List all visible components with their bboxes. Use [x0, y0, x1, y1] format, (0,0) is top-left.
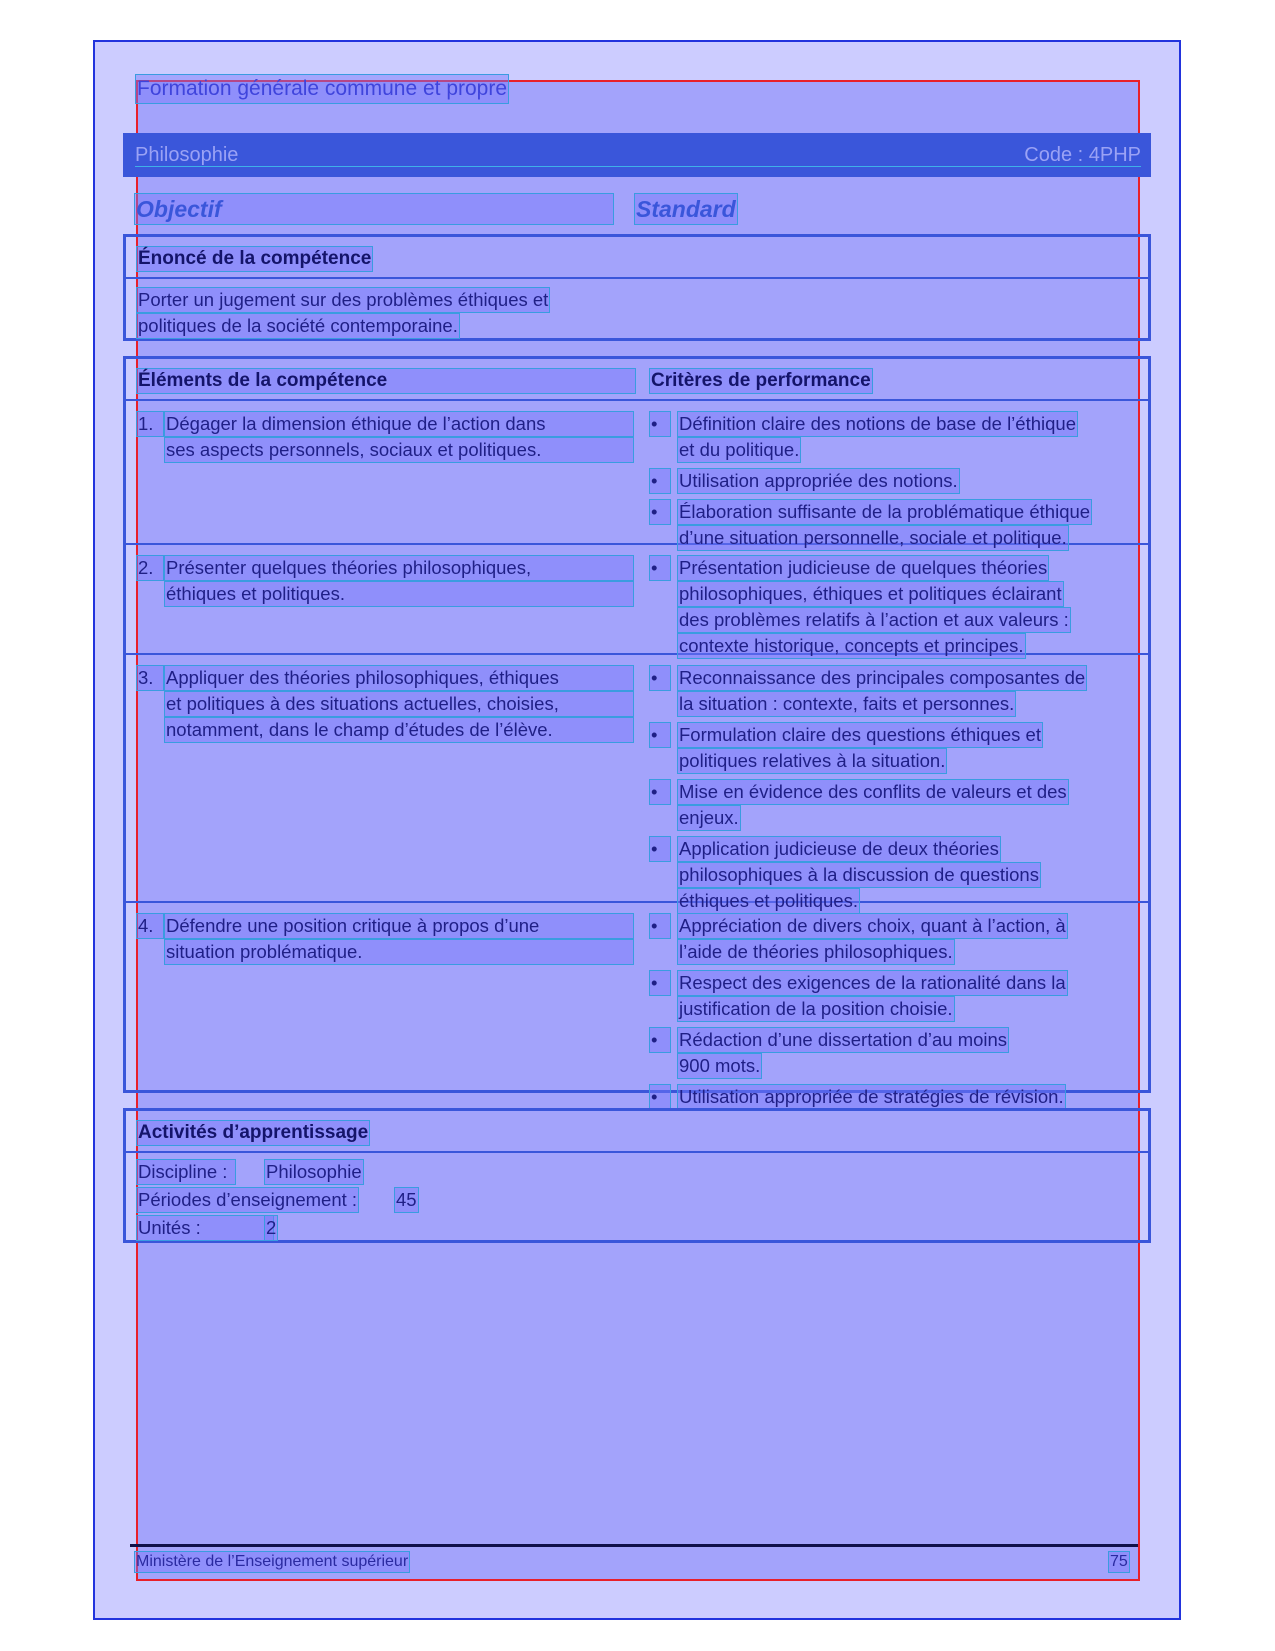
statement-text: Porter un jugement sur des problèmes éthiques et politiques de la société contemporaine.	[136, 287, 550, 339]
activities-details	[126, 1157, 1148, 1241]
objective-heading: Objectif	[134, 193, 614, 225]
statement-box	[123, 234, 1151, 341]
criterion-2-1: • Présentation judicieuse de quelques théories philosophiques, éthiques et politiques éclairant des problèmes relatifs à l’action et aux valeurs : contexte historique, concepts et principes.	[649, 555, 1129, 659]
element-1: 1. Dégager la dimension éthique de l’action dans ses aspects personnels, sociaux et politiques.	[136, 411, 636, 463]
criteria-4	[649, 913, 1129, 1115]
discipline-line: Discipline : Philosophie	[126, 1157, 1148, 1185]
footer-rule	[130, 1544, 1138, 1547]
elements-heading: Éléments de la compétence	[136, 368, 636, 394]
competence-row-4	[126, 903, 1148, 1107]
page-number: 75	[1108, 1551, 1130, 1573]
criteria-3	[649, 665, 1129, 919]
criterion-1-2: • Utilisation appropriée des notions.	[649, 468, 1129, 494]
activities-heading: Activités d’apprentissage	[136, 1120, 370, 1146]
criterion-1-1: • Définition claire des notions de base de l’éthique et du politique.	[649, 411, 1129, 463]
periods-line: Périodes d’enseignement : 45	[126, 1185, 1148, 1213]
competence-header	[126, 359, 1148, 401]
element-3: 3. Appliquer des théories philosophiques, éthiques et politiques à des situations actuelles, choisies, notamment, dans le champ d’études de l’élève.	[136, 665, 636, 743]
statement-header	[126, 237, 1148, 279]
competence-row-1	[126, 401, 1148, 548]
subject-name: Philosophie	[135, 144, 239, 166]
subject-bar-rule	[135, 166, 1141, 167]
units-line: Unités : 2	[126, 1213, 1148, 1241]
competence-row-2	[126, 545, 1148, 655]
activities-box	[123, 1108, 1151, 1243]
element-4: 4. Défendre une position critique à propos d’une situation problématique.	[136, 913, 636, 965]
criterion-4-4: • Utilisation appropriée de stratégies de révision.	[649, 1084, 1129, 1110]
subject-bar	[123, 133, 1151, 177]
criterion-3-2: • Formulation claire des questions éthiques et politiques relatives à la situation.	[649, 722, 1129, 774]
criteria-heading: Critères de performance	[649, 368, 873, 394]
criterion-3-1: • Reconnaissance des principales composantes de la situation : contexte, faits et personnes.	[649, 665, 1129, 717]
footer-ministry: Ministère de l’Enseignement supérieur	[134, 1551, 410, 1573]
standard-heading: Standard	[634, 193, 738, 225]
document-title: Formation générale commune et propre	[135, 74, 509, 104]
competence-box	[123, 356, 1151, 1107]
criteria-2	[649, 555, 1129, 664]
element-2: 2. Présenter quelques théories philosophiques, éthiques et politiques.	[136, 555, 636, 607]
criterion-4-3: • Rédaction d’une dissertation d’au moins 900 mots.	[649, 1027, 1129, 1079]
activities-header	[126, 1111, 1148, 1153]
criterion-4-1: • Appréciation de divers choix, quant à l’action, à l’aide de théories philosophiques.	[649, 913, 1129, 965]
criterion-1-3: • Élaboration suffisante de la problématique éthique d’une situation personnelle, sociale et politique.	[649, 499, 1129, 551]
competence-row-3	[126, 655, 1148, 911]
criterion-4-2: • Respect des exigences de la rationalité dans la justification de la position choisie.	[649, 970, 1129, 1022]
statement-heading: Énoncé de la compétence	[136, 246, 373, 272]
criterion-3-3: • Mise en évidence des conflits de valeurs et des enjeux.	[649, 779, 1129, 831]
course-code: Code : 4PHP	[1024, 144, 1141, 166]
criteria-1	[649, 411, 1129, 556]
criterion-3-4: • Application judicieuse de deux théories philosophiques à la discussion de questions éthiques et politiques.	[649, 836, 1129, 914]
